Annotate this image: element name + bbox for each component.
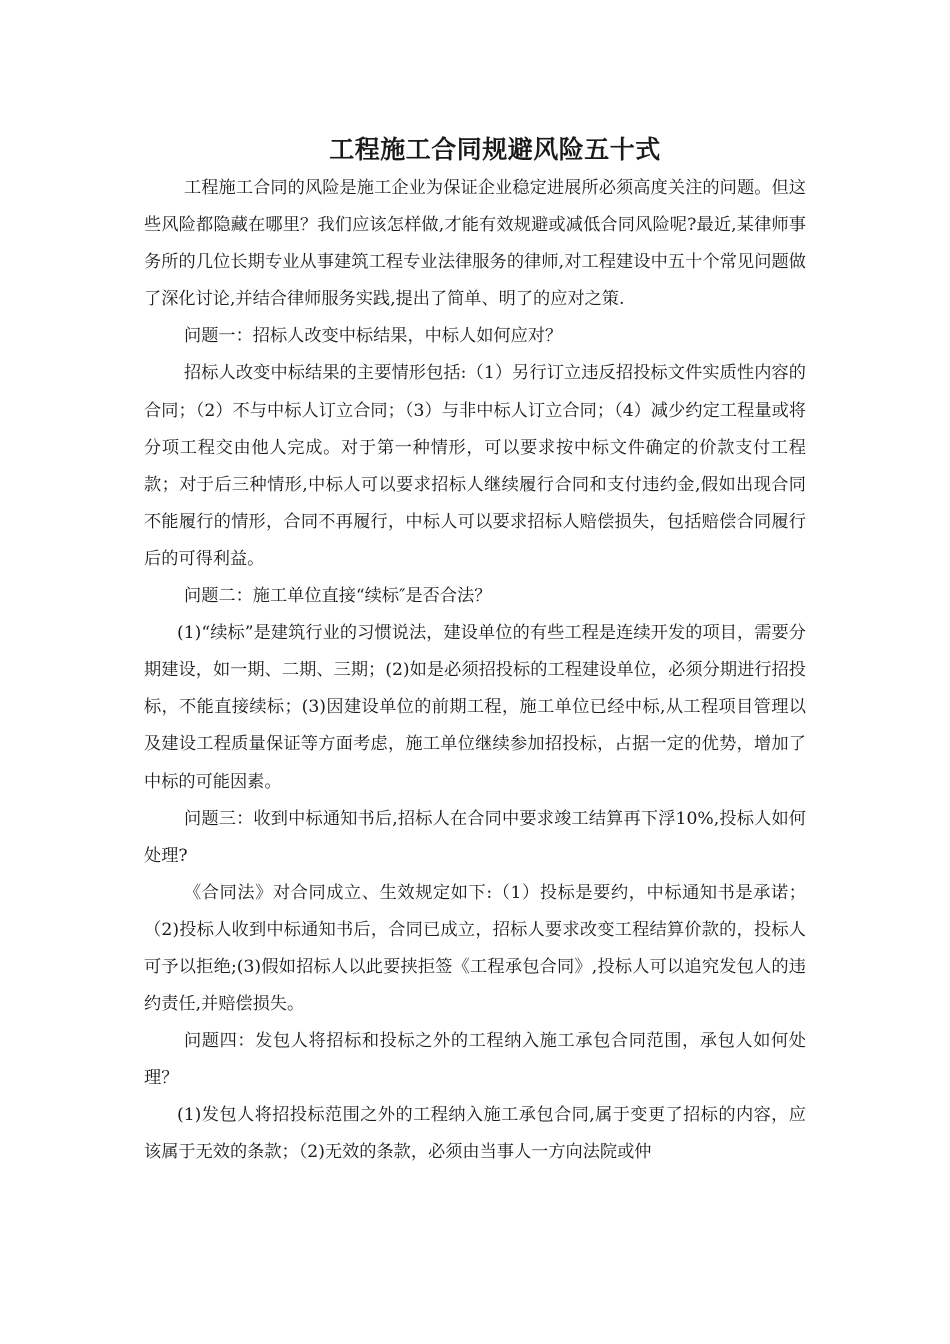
question-heading-4: 问题四：发包人将招标和投标之外的工程纳入施工承包合同范围，承包人如何处理？ [144, 1031, 806, 1089]
question-heading-3: 问题三：收到中标通知书后,招标人在合同中要求竣工结算再下浮10%,投标人如何处理? [144, 808, 806, 866]
document-body [144, 130, 806, 1172]
answer-paragraph-2: (1)“续标”是建筑行业的习惯说法，建设单位的有些工程是连续开发的项目，需要分期建设，如一期、二期、三期；(2)如是必须招投标的工程建设单位，必须分期进行招投标，不能直接续标；(3)因建设单位的前期工程，施工单位已经中标,从工程项目管理以及建设工程质量保证等方面考虑，施工单位继续参加招投标，占据一定的优势，增加了中标的可能因素。 [144, 623, 806, 792]
answer-paragraph-3: 《合同法》对合同成立、生效规定如下:（1）投标是要约，中标通知书是承诺；（2)投标人收到中标通知书后，合同已成立，招标人要求改变工程结算价款的，投标人可予以拒绝;(3)假如招标人以此要挟拒签《工程承包合同》,投标人可以追究发包人的违约责任,并赔偿损失。 [144, 882, 806, 1015]
answer-paragraph-4: (1)发包人将招投标范围之外的工程纳入施工承包合同,属于变更了招标的内容，应该属于无效的条款；（2)无效的条款，必须由当事人一方向法院或仲 [144, 1105, 806, 1163]
question-heading-1: 问题一：招标人改变中标结果，中标人如何应对？ [184, 326, 563, 347]
question-heading-2: 问题二：施工单位直接“续标″是否合法？ [184, 586, 492, 607]
answer-paragraph-1: 招标人改变中标结果的主要情形包括:（1）另行订立违反招投标文件实质性内容的合同；（2）不与中标人订立合同；（3）与非中标人订立合同；（4）减少约定工程量或将分项工程交由他人完成。对于第一种情形，可以要求按中标文件确定的价款支付工程款；对于后三种情形,中标人可以要求招标人继续履行合同和支付违约金,假如出现合同不能履行的情形，合同不再履行，中标人可以要求招标人赔偿损失，包括赔偿合同履行后的可得利益。 [144, 363, 806, 569]
intro-paragraph: 工程施工合同的风险是施工企业为保证企业稳定进展所必须高度关注的问题。但这些风险都隐藏在哪里？我们应该怎样做,才能有效规避或减低合同风险呢?最近,某律师事务所的几位长期专业从事建筑工程专业法律服务的律师,对工程建设中五十个常见问题做了深化讨论,并结合律师服务实践,提出了简单、明了的应对之策. [144, 178, 806, 310]
document-title: 工程施工合同规避风险五十式 [329, 135, 661, 164]
